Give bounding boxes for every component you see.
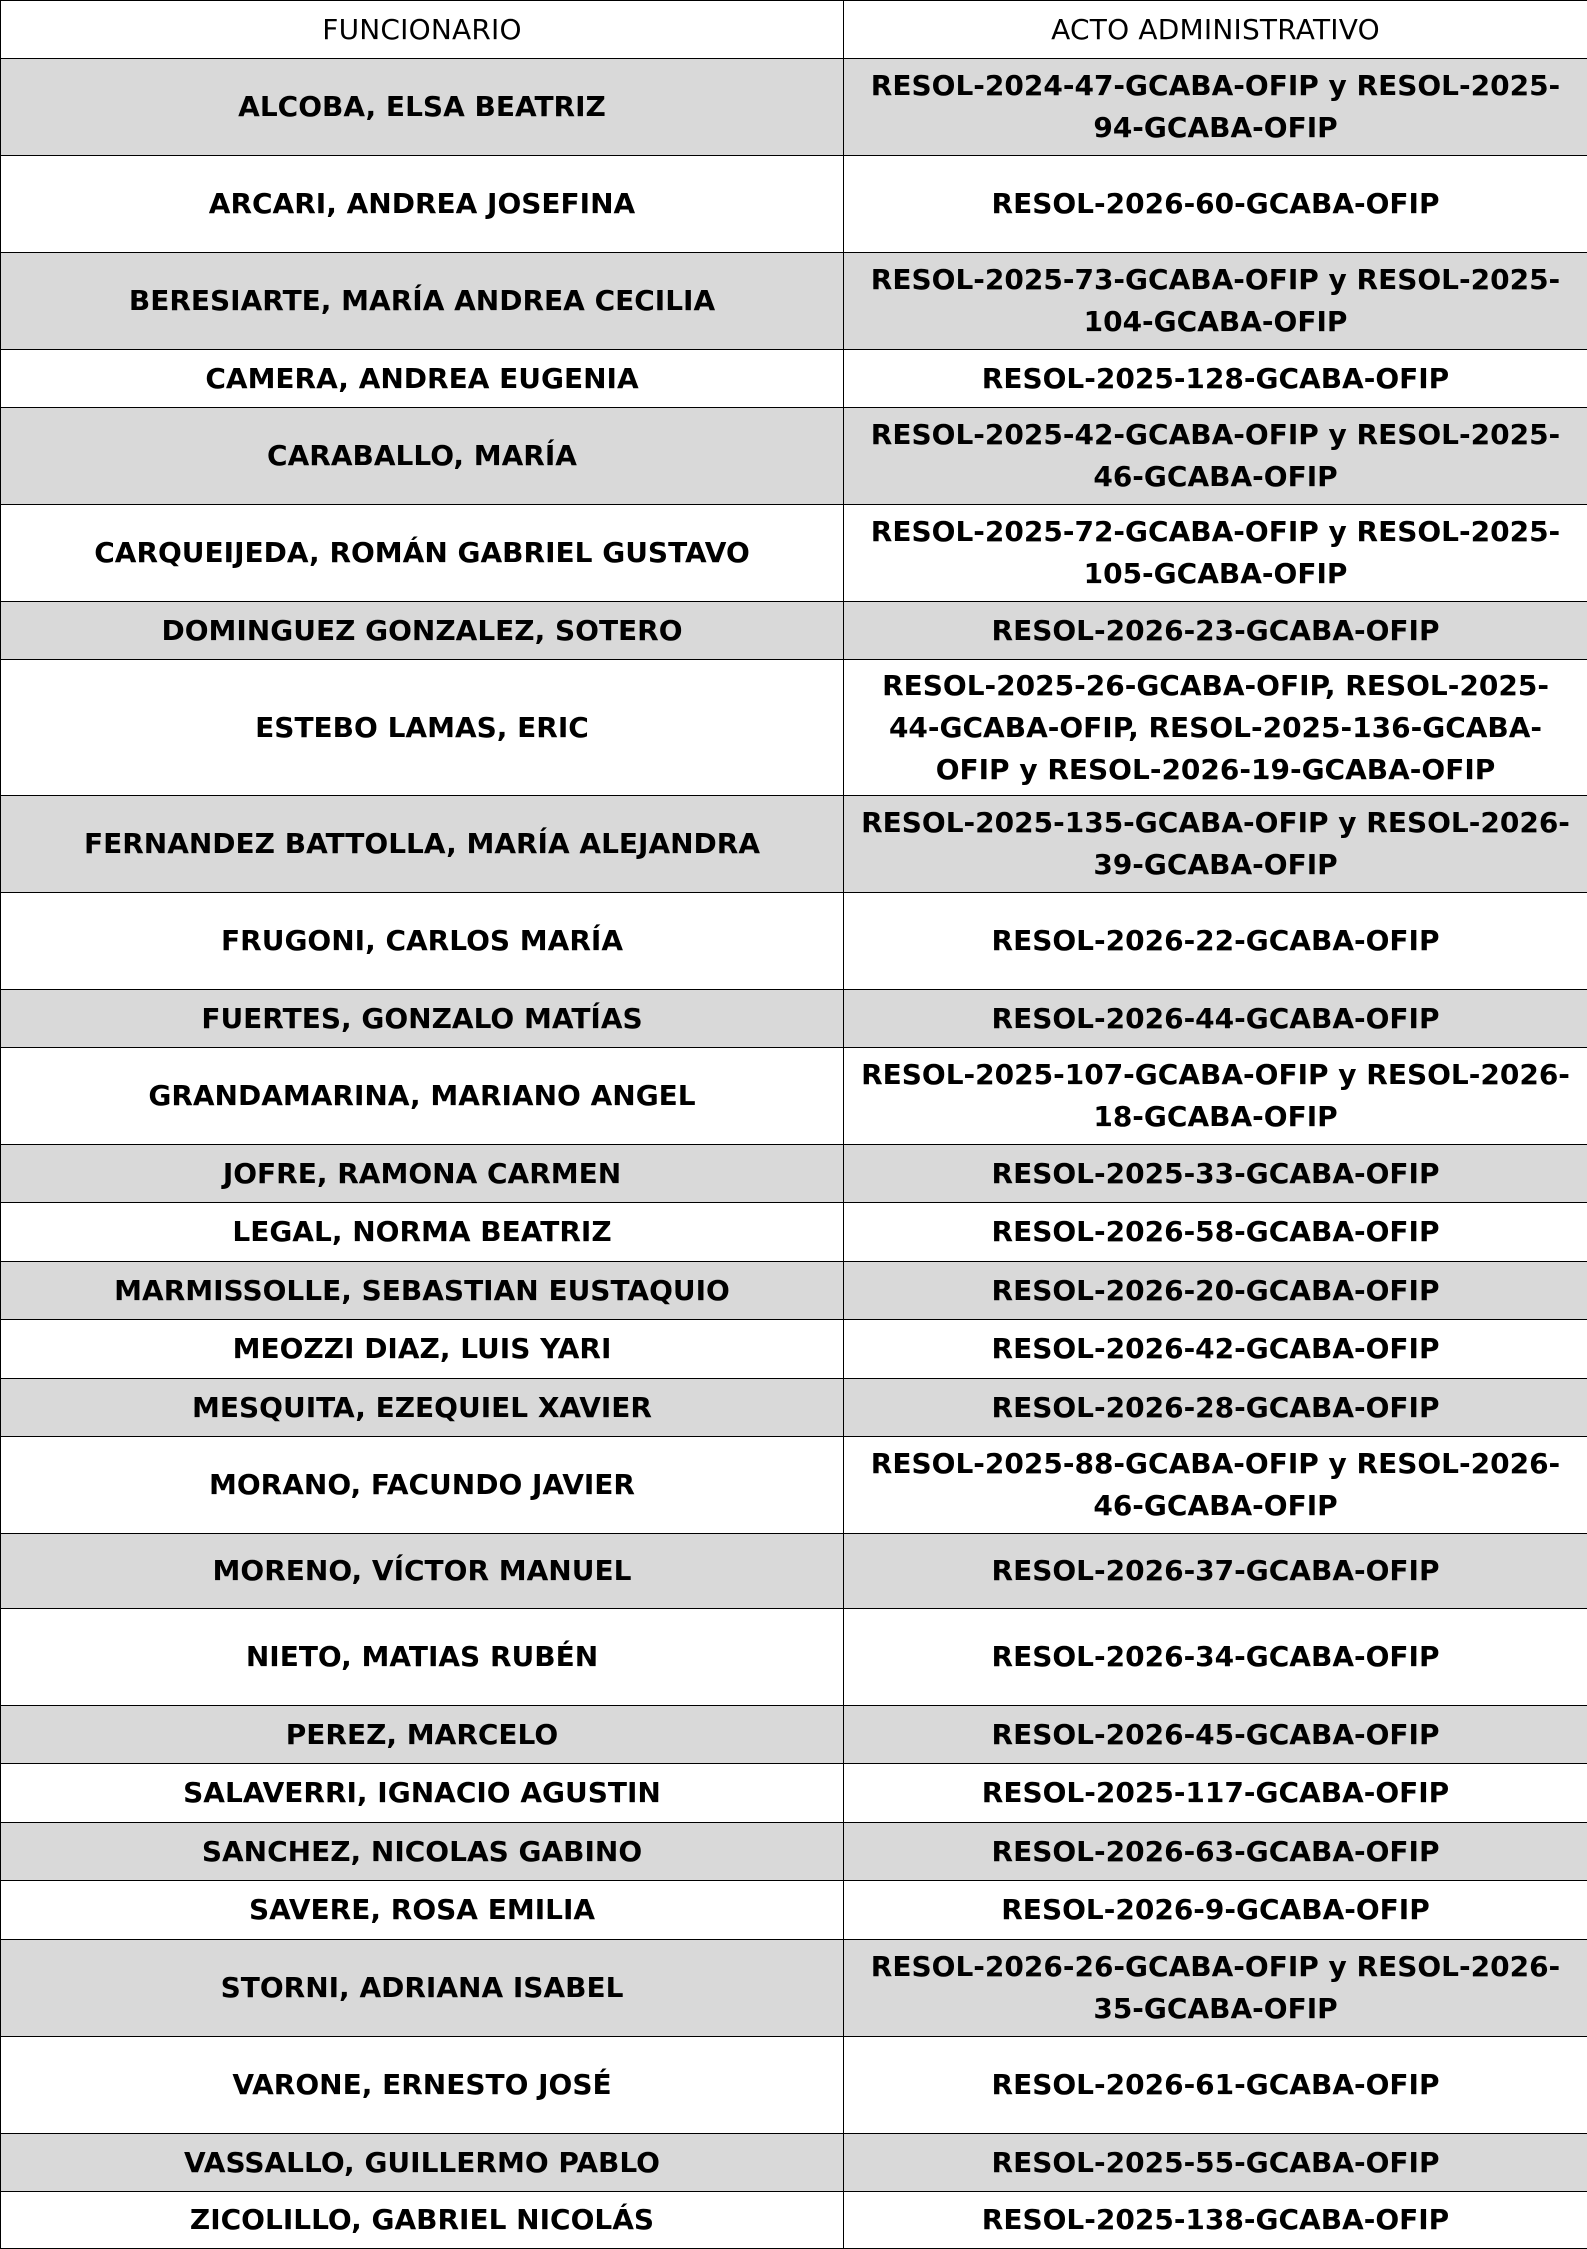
- cell-funcionario: PEREZ, MARCELO: [1, 1706, 844, 1764]
- cell-acto-administrativo: RESOL-2026-44-GCABA-OFIP: [844, 990, 1587, 1048]
- table-header: [1, 1, 1587, 59]
- cell-acto-administrativo: RESOL-2026-26-GCABA-OFIP y RESOL-2026-35-GCABA-OFIP: [844, 1940, 1587, 2037]
- cell-funcionario: STORNI, ADRIANA ISABEL: [1, 1940, 844, 2037]
- cell-acto-administrativo: RESOL-2025-73-GCABA-OFIP y RESOL-2025-104-GCABA-OFIP: [844, 253, 1587, 350]
- cell-acto-administrativo: RESOL-2025-107-GCABA-OFIP y RESOL-2026-18-GCABA-OFIP: [844, 1048, 1587, 1145]
- cell-funcionario: MESQUITA, EZEQUIEL XAVIER: [1, 1379, 844, 1437]
- cell-funcionario: MEOZZI DIAZ, LUIS YARI: [1, 1320, 844, 1379]
- cell-funcionario: VARONE, ERNESTO JOSÉ: [1, 2037, 844, 2134]
- table-row: [1, 1379, 1587, 1437]
- cell-funcionario: NIETO, MATIAS RUBÉN: [1, 1609, 844, 1706]
- cell-acto-administrativo: RESOL-2026-61-GCABA-OFIP: [844, 2037, 1587, 2134]
- table-row: [1, 1940, 1587, 2037]
- table-body: [1, 59, 1587, 2249]
- table-row: [1, 350, 1587, 408]
- cell-funcionario: CAMERA, ANDREA EUGENIA: [1, 350, 844, 408]
- table-row: [1, 59, 1587, 156]
- header-row: [1, 1, 1587, 59]
- cell-acto-administrativo: RESOL-2025-72-GCABA-OFIP y RESOL-2025-105-GCABA-OFIP: [844, 505, 1587, 602]
- table-row: [1, 2192, 1587, 2249]
- table-row: [1, 1609, 1587, 1706]
- cell-acto-administrativo: RESOL-2026-60-GCABA-OFIP: [844, 156, 1587, 253]
- cell-funcionario: ALCOBA, ELSA BEATRIZ: [1, 59, 844, 156]
- cell-funcionario: BERESIARTE, MARÍA ANDREA CECILIA: [1, 253, 844, 350]
- cell-acto-administrativo: RESOL-2026-22-GCABA-OFIP: [844, 893, 1587, 990]
- table-row: [1, 2134, 1587, 2192]
- cell-acto-administrativo: RESOL-2026-42-GCABA-OFIP: [844, 1320, 1587, 1379]
- table-row: [1, 1706, 1587, 1764]
- table-row: [1, 156, 1587, 253]
- column-header-acto-administrativo: ACTO ADMINISTRATIVO: [844, 1, 1587, 59]
- cell-funcionario: LEGAL, NORMA BEATRIZ: [1, 1203, 844, 1262]
- cell-acto-administrativo: RESOL-2026-9-GCABA-OFIP: [844, 1881, 1587, 1940]
- cell-acto-administrativo: RESOL-2026-20-GCABA-OFIP: [844, 1262, 1587, 1320]
- table-row: [1, 1145, 1587, 1203]
- cell-funcionario: MARMISSOLLE, SEBASTIAN EUSTAQUIO: [1, 1262, 844, 1320]
- cell-acto-administrativo: RESOL-2026-58-GCABA-OFIP: [844, 1203, 1587, 1262]
- cell-funcionario: CARABALLO, MARÍA: [1, 408, 844, 505]
- cell-acto-administrativo: RESOL-2025-88-GCABA-OFIP y RESOL-2026-46-GCABA-OFIP: [844, 1437, 1587, 1534]
- table-row: [1, 1764, 1587, 1823]
- table-row: [1, 1881, 1587, 1940]
- table-row: [1, 253, 1587, 350]
- table-row: [1, 893, 1587, 990]
- cell-acto-administrativo: RESOL-2026-37-GCABA-OFIP: [844, 1534, 1587, 1609]
- cell-funcionario: ARCARI, ANDREA JOSEFINA: [1, 156, 844, 253]
- table-row: [1, 796, 1587, 893]
- cell-funcionario: JOFRE, RAMONA CARMEN: [1, 1145, 844, 1203]
- cell-acto-administrativo: RESOL-2025-128-GCABA-OFIP: [844, 350, 1587, 408]
- cell-funcionario: VASSALLO, GUILLERMO PABLO: [1, 2134, 844, 2192]
- cell-acto-administrativo: RESOL-2025-135-GCABA-OFIP y RESOL-2026-39-GCABA-OFIP: [844, 796, 1587, 893]
- cell-acto-administrativo: RESOL-2025-26-GCABA-OFIP, RESOL-2025-44-GCABA-OFIP, RESOL-2025-136-GCABA-OFIP y RESOL-2026-19-GCABA-OFIP: [844, 660, 1587, 796]
- cell-funcionario: SAVERE, ROSA EMILIA: [1, 1881, 844, 1940]
- table-row: [1, 602, 1587, 660]
- cell-funcionario: FERNANDEZ BATTOLLA, MARÍA ALEJANDRA: [1, 796, 844, 893]
- cell-acto-administrativo: RESOL-2026-45-GCABA-OFIP: [844, 1706, 1587, 1764]
- column-header-funcionario: FUNCIONARIO: [1, 1, 844, 59]
- cell-funcionario: FRUGONI, CARLOS MARÍA: [1, 893, 844, 990]
- cell-acto-administrativo: RESOL-2025-55-GCABA-OFIP: [844, 2134, 1587, 2192]
- table-row: [1, 1823, 1587, 1881]
- cell-acto-administrativo: RESOL-2025-117-GCABA-OFIP: [844, 1764, 1587, 1823]
- cell-funcionario: MORENO, VÍCTOR MANUEL: [1, 1534, 844, 1609]
- cell-funcionario: SALAVERRI, IGNACIO AGUSTIN: [1, 1764, 844, 1823]
- cell-funcionario: FUERTES, GONZALO MATÍAS: [1, 990, 844, 1048]
- table-row: [1, 1262, 1587, 1320]
- table-row: [1, 1048, 1587, 1145]
- table-row: [1, 1437, 1587, 1534]
- cell-acto-administrativo: RESOL-2025-33-GCABA-OFIP: [844, 1145, 1587, 1203]
- cell-acto-administrativo: RESOL-2026-63-GCABA-OFIP: [844, 1823, 1587, 1881]
- table-row: [1, 660, 1587, 796]
- table-row: [1, 1320, 1587, 1379]
- cell-acto-administrativo: RESOL-2026-34-GCABA-OFIP: [844, 1609, 1587, 1706]
- cell-funcionario: ZICOLILLO, GABRIEL NICOLÁS: [1, 2192, 844, 2249]
- cell-funcionario: SANCHEZ, NICOLAS GABINO: [1, 1823, 844, 1881]
- cell-acto-administrativo: RESOL-2026-28-GCABA-OFIP: [844, 1379, 1587, 1437]
- table-row: [1, 2037, 1587, 2134]
- cell-funcionario: ESTEBO LAMAS, ERIC: [1, 660, 844, 796]
- table-row: [1, 1534, 1587, 1609]
- cell-acto-administrativo: RESOL-2026-23-GCABA-OFIP: [844, 602, 1587, 660]
- cell-funcionario: GRANDAMARINA, MARIANO ANGEL: [1, 1048, 844, 1145]
- cell-acto-administrativo: RESOL-2025-42-GCABA-OFIP y RESOL-2025-46-GCABA-OFIP: [844, 408, 1587, 505]
- table-row: [1, 408, 1587, 505]
- cell-funcionario: CARQUEIJEDA, ROMÁN GABRIEL GUSTAVO: [1, 505, 844, 602]
- cell-acto-administrativo: RESOL-2025-138-GCABA-OFIP: [844, 2192, 1587, 2249]
- table-row: [1, 990, 1587, 1048]
- cell-funcionario: DOMINGUEZ GONZALEZ, SOTERO: [1, 602, 844, 660]
- cell-funcionario: MORANO, FACUNDO JAVIER: [1, 1437, 844, 1534]
- cell-acto-administrativo: RESOL-2024-47-GCABA-OFIP y RESOL-2025-94-GCABA-OFIP: [844, 59, 1587, 156]
- table-row: [1, 505, 1587, 602]
- table-row: [1, 1203, 1587, 1262]
